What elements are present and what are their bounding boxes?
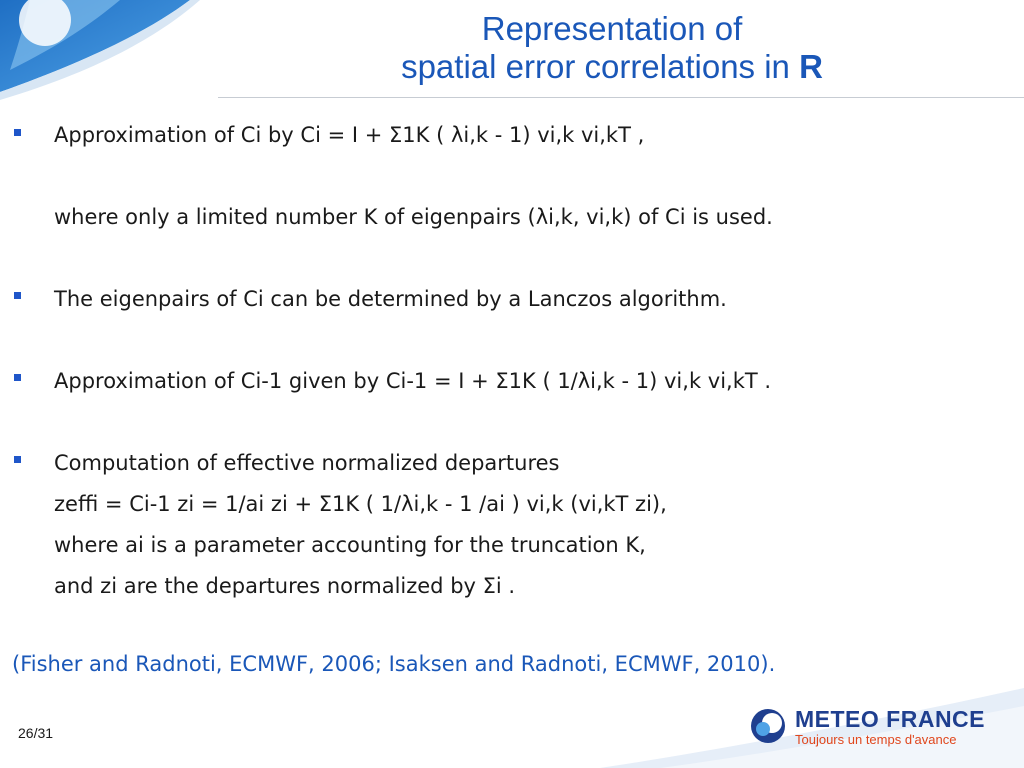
- bullet-marker: [14, 292, 21, 299]
- bullet-1-text: [54, 122, 644, 148]
- title-line-2-prefix: spatial error correlations in: [401, 48, 800, 85]
- title-line-2: [200, 48, 1024, 86]
- bullet-marker: [14, 456, 21, 463]
- bullet-4-line-4: [54, 573, 515, 599]
- bullet-3-text: [54, 368, 771, 394]
- bullet-3-content: Approximation of Ci-1 given by Ci-1 = I + Σ1K ( 1/λi,k - 1) vi,k vi,kT .: [54, 369, 772, 393]
- bullet-1-continuation: [54, 204, 773, 230]
- bullet-2-text: [54, 286, 727, 312]
- logo-tagline: Toujours un temps d'avance: [795, 732, 957, 747]
- bullet-1-content: Approximation of Ci by Ci = I + Σ1K ( λi,k - 1) vi,k vi,kT ,: [54, 123, 645, 147]
- page-number: 26/31: [18, 725, 54, 741]
- logo-mark-icon: [750, 708, 786, 744]
- corner-decoration: [0, 0, 200, 100]
- citation: (Fisher and Radnoti, ECMWF, 2006; Isaksen and Radnoti, ECMWF, 2010).: [12, 652, 776, 676]
- bullet-2-content: The eigenpairs of Ci can be determined by a Lanczos algorithm.: [54, 287, 727, 311]
- title-line-2-bold: R: [799, 48, 823, 85]
- title-divider: [218, 97, 1024, 98]
- logo-name: METEO FRANCE: [795, 706, 985, 732]
- meteo-france-logo: [750, 706, 1000, 750]
- bullet-marker: [14, 374, 21, 381]
- bullet-4-line-3: [54, 532, 646, 558]
- title-line-1: Representation of: [481, 10, 743, 47]
- bullet-1-continuation-content: where only a limited number K of eigenpairs (λi,k, vi,k) of Ci is used.: [54, 205, 773, 229]
- bullet-4-content: Computation of effective normalized departures: [54, 451, 560, 475]
- bullet-marker: [14, 129, 21, 136]
- bullet-4-formula: [54, 491, 667, 517]
- bullet-4-text: [54, 450, 560, 476]
- bullet-4-line-4-content: and zi are the departures normalized by Σi .: [54, 574, 516, 598]
- bullet-4-formula-content: zeffi = Ci-1 zi = 1/ai zi + Σ1K ( 1/λi,k - 1 /ai ) vi,k (vi,kT zi),: [54, 492, 667, 516]
- bullet-4-line-3-content: where ai is a parameter accounting for the truncation K,: [54, 533, 646, 557]
- slide-title: [200, 10, 1024, 86]
